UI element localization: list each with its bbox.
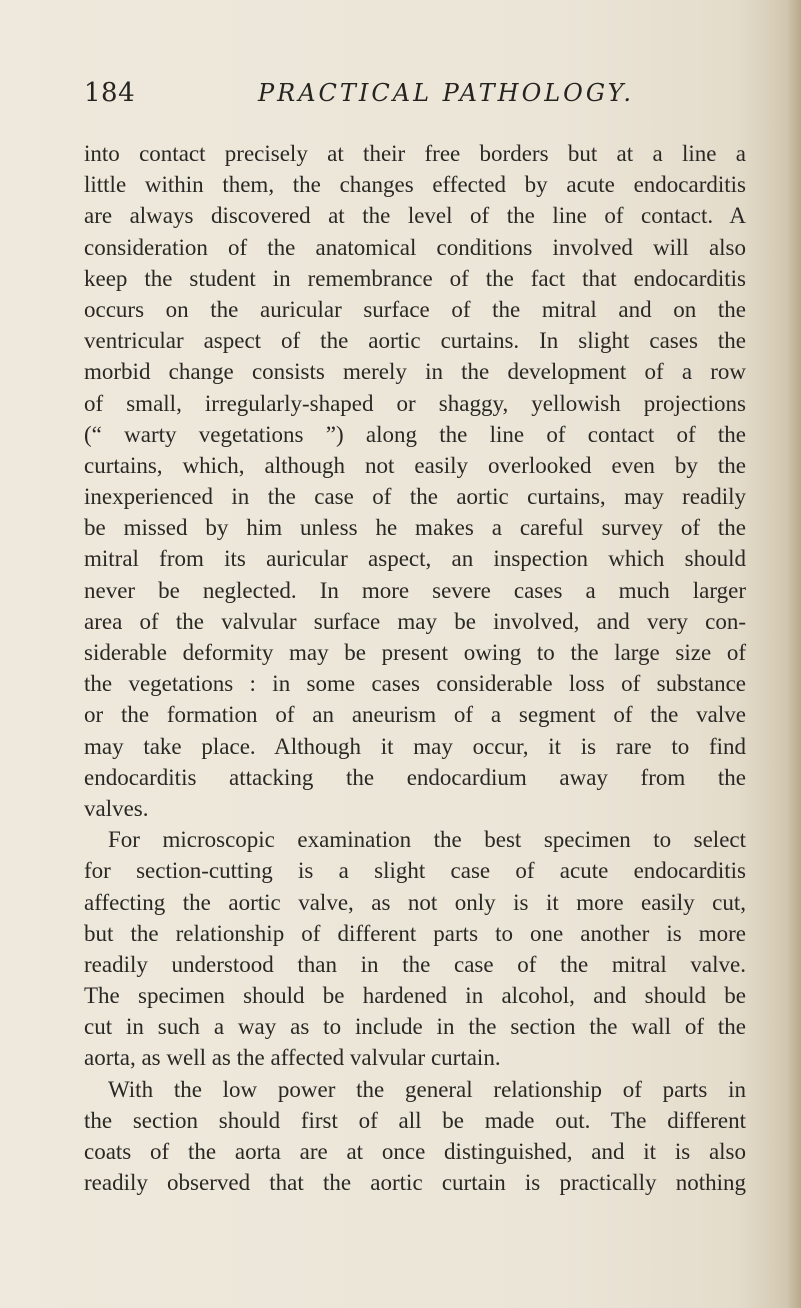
page-edge-shadow — [787, 0, 801, 1308]
text-line: may take place. Although it may occur, it is rare to find — [84, 733, 746, 759]
text-line: With the low power the general relationship of parts in — [108, 1076, 746, 1102]
text-line: endocarditis attacking the endocardium away from the — [84, 764, 746, 790]
page-number: 184 — [84, 78, 136, 108]
text-line: ventricular aspect of the aortic curtains. In slight cases the — [84, 328, 746, 354]
body-text — [84, 138, 746, 1198]
running-head: PRACTICAL PATHOLOGY. — [258, 79, 634, 107]
text-line: mitral from its auricular aspect, an inspection which should — [84, 546, 746, 572]
text-line: valves. — [84, 795, 149, 821]
text-line: (“ warty vegetations ”) along the line of contact of the — [84, 421, 746, 447]
text-line: keep the student in remembrance of the fact that endocarditis — [84, 265, 746, 291]
text-line: little within them, the changes effected by acute endocarditis — [84, 172, 746, 198]
text-line: readily understood than in the case of the mitral valve. — [84, 951, 746, 977]
text-line: or the formation of an aneurism of a segment of the valve — [84, 702, 746, 728]
text-line: aorta, as well as the affected valvular curtain. — [84, 1045, 501, 1071]
text-line: for section-cutting is a slight case of acute endocarditis — [84, 858, 746, 884]
text-line: of small, irregularly-shaped or shaggy, yellowish projections — [84, 390, 746, 416]
text-line: the vegetations : in some cases considerable loss of substance — [84, 671, 746, 697]
text-line: affecting the aortic valve, as not only is it more easily cut, — [84, 889, 746, 915]
text-line: readily observed that the aortic curtain is practically nothing — [84, 1170, 746, 1196]
text-line: area of the valvular surface may be involved, and very con- — [84, 608, 746, 634]
text-line: For microscopic examination the best specimen to select — [108, 827, 746, 853]
text-line: morbid change consists merely in the development of a row — [84, 359, 746, 385]
text-line: inexperienced in the case of the aortic curtains, may readily — [84, 484, 746, 510]
text-line: are always discovered at the level of the line of contact. A — [84, 203, 746, 229]
text-line: The specimen should be hardened in alcohol, and should be — [84, 983, 746, 1009]
text-line: the section should first of all be made out. The different — [84, 1107, 746, 1133]
text-line: occurs on the auricular surface of the mitral and on the — [84, 296, 746, 322]
text-line: into contact precisely at their free borders but at a line a — [84, 141, 746, 166]
text-line: curtains, which, although not easily overlooked even by the — [84, 452, 746, 478]
page-header — [84, 78, 744, 118]
text-line: consideration of the anatomical conditions involved will also — [84, 234, 746, 260]
text-line: never be neglected. In more severe cases a much larger — [84, 577, 746, 603]
text-line: be missed by him unless he makes a careful survey of the — [84, 515, 746, 541]
text-line: but the relationship of different parts to one another is more — [84, 920, 746, 946]
text-line: coats of the aorta are at once distinguished, and it is also — [84, 1139, 746, 1164]
text-line: cut in such a way as to include in the section the wall of the — [84, 1014, 746, 1040]
text-line: siderable deformity may be present owing to the large size of — [84, 640, 746, 665]
